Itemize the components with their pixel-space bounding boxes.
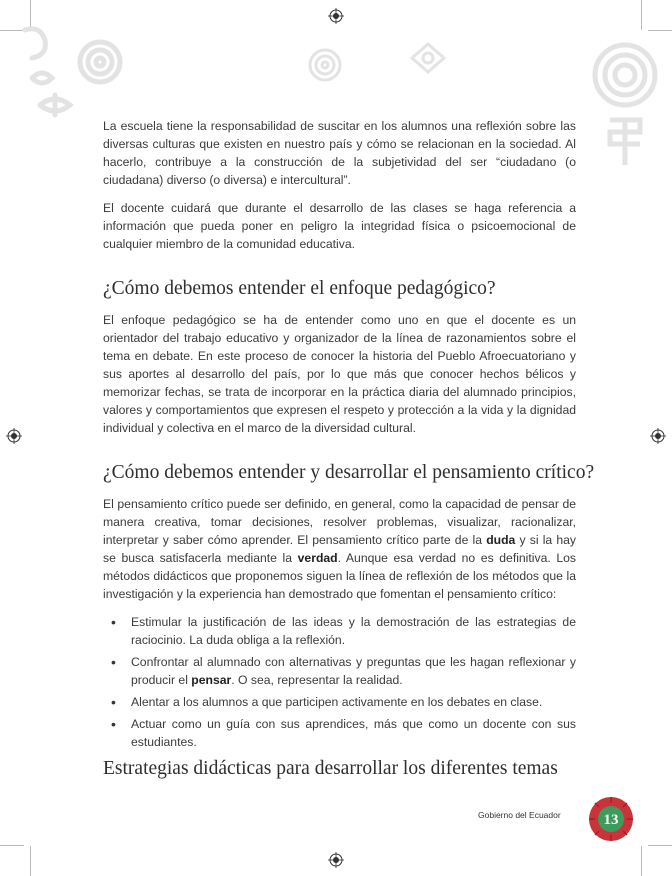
publisher-label: Gobierno del Ecuador	[478, 810, 561, 820]
spiral-ornament-icon	[408, 40, 448, 76]
text-run: La escuela tiene la responsabilidad de suscitar en los alumnos una reflexión sobre las diversas culturas que existen en nuestro país y cómo se relacionan en la sociedad. Al hacerlo, contribuye a la construcción de la subjetividad del ser “ciudadano (o ciudadana) diverso (o diversa) e intercultural”.	[103, 119, 576, 187]
section	[103, 277, 576, 437]
crop-mark	[30, 846, 31, 876]
text-run: Confrontar al alumnado con alternativas y preguntas que les hagan reflexionar y producir el	[131, 655, 576, 687]
page-badge-icon	[587, 795, 635, 843]
section	[103, 461, 595, 751]
bullet-list	[103, 613, 576, 751]
spiral-ornament-icon	[580, 40, 670, 170]
emphasis-word: verdad	[297, 551, 338, 565]
spiral-ornament-icon	[20, 20, 140, 130]
emphasis-word: duda	[486, 533, 516, 547]
section	[103, 117, 576, 253]
bullet-item	[131, 715, 576, 751]
sections	[103, 117, 595, 781]
section-heading: Estrategias didácticas para desarrollar los diferentes temas	[103, 758, 558, 779]
crop-mark	[0, 845, 24, 846]
crop-mark	[641, 0, 642, 30]
registration-mark-icon	[6, 428, 22, 444]
page-content	[103, 117, 595, 791]
registration-mark-icon	[328, 8, 344, 24]
text-run: El enfoque pedagógico se ha de entender como uno en que el docente es un orientador del trabajo educativo y organizador de la línea de razonamientos sobre el tema en debate. En este proceso de conocer la historia del Pueblo Afroecuatoriano y sus aportes al desarrollo del país, por lo que más que conocer hechos bélicos y memorizar fechas, se trata de incorporar en la práctica diaria del alumnado principios, valores y comportamientos que expresen el respeto y protección a la vida y la dignidad individual y colectiva en el marco de la diversidad cultural.	[103, 313, 576, 435]
emphasis-word: pensar	[191, 673, 232, 687]
body-paragraph	[103, 311, 576, 437]
crop-mark	[648, 845, 672, 846]
text-run: Alentar a los alumnos a que participen activamente en los debates en clase.	[131, 695, 543, 709]
text-run: Actuar como un guía con sus aprendices, más que como un docente con sus estudiantes.	[131, 717, 576, 749]
section	[103, 757, 576, 781]
spiral-ornament-icon	[305, 45, 345, 85]
bullet-item	[131, 653, 576, 689]
bullet-item	[131, 693, 576, 711]
text-run: El pensamiento crítico puede ser definido, en general, como la capacidad de pensar de manera creativa, tomar decisiones, resolver problemas, visualizar, racionalizar, interpretar y saber cómo aprender. El pensamiento crítico parte de la	[103, 497, 576, 547]
text-run: . Aunque esa verdad no es definitiva. Los métodos didácticos que proponemos siguen la línea de reflexión de los métodos que la investigación y la experiencia han demostrado que fomentan el pensamiento crítico:	[103, 551, 576, 601]
body-paragraph	[103, 117, 576, 189]
bullet-item	[131, 613, 576, 649]
section-heading: ¿Cómo debemos entender el enfoque pedagógico?	[103, 278, 496, 299]
page-number: 13	[603, 812, 619, 828]
body-paragraph	[103, 495, 576, 603]
crop-mark	[641, 846, 642, 876]
text-run: Estimular la justificación de las ideas y la demostración de las estrategias de raciocinio. La duda obliga a la reflexión.	[131, 615, 576, 647]
text-run: El docente cuidará que durante el desarrollo de las clases se haga referencia a información que pueda poner en peligro la integridad física o psicoemocional de cualquier miembro de la comunidad educativa.	[103, 201, 576, 251]
text-run: . O sea, representar la realidad.	[231, 673, 403, 687]
section-heading: ¿Cómo debemos entender y desarrollar el pensamiento crítico?	[103, 462, 595, 483]
body-paragraph	[103, 199, 576, 253]
registration-mark-icon	[650, 428, 666, 444]
crop-mark	[648, 30, 672, 31]
registration-mark-icon	[328, 852, 344, 868]
text-run: y si la hay se busca satisfacerla mediante la	[103, 533, 577, 565]
